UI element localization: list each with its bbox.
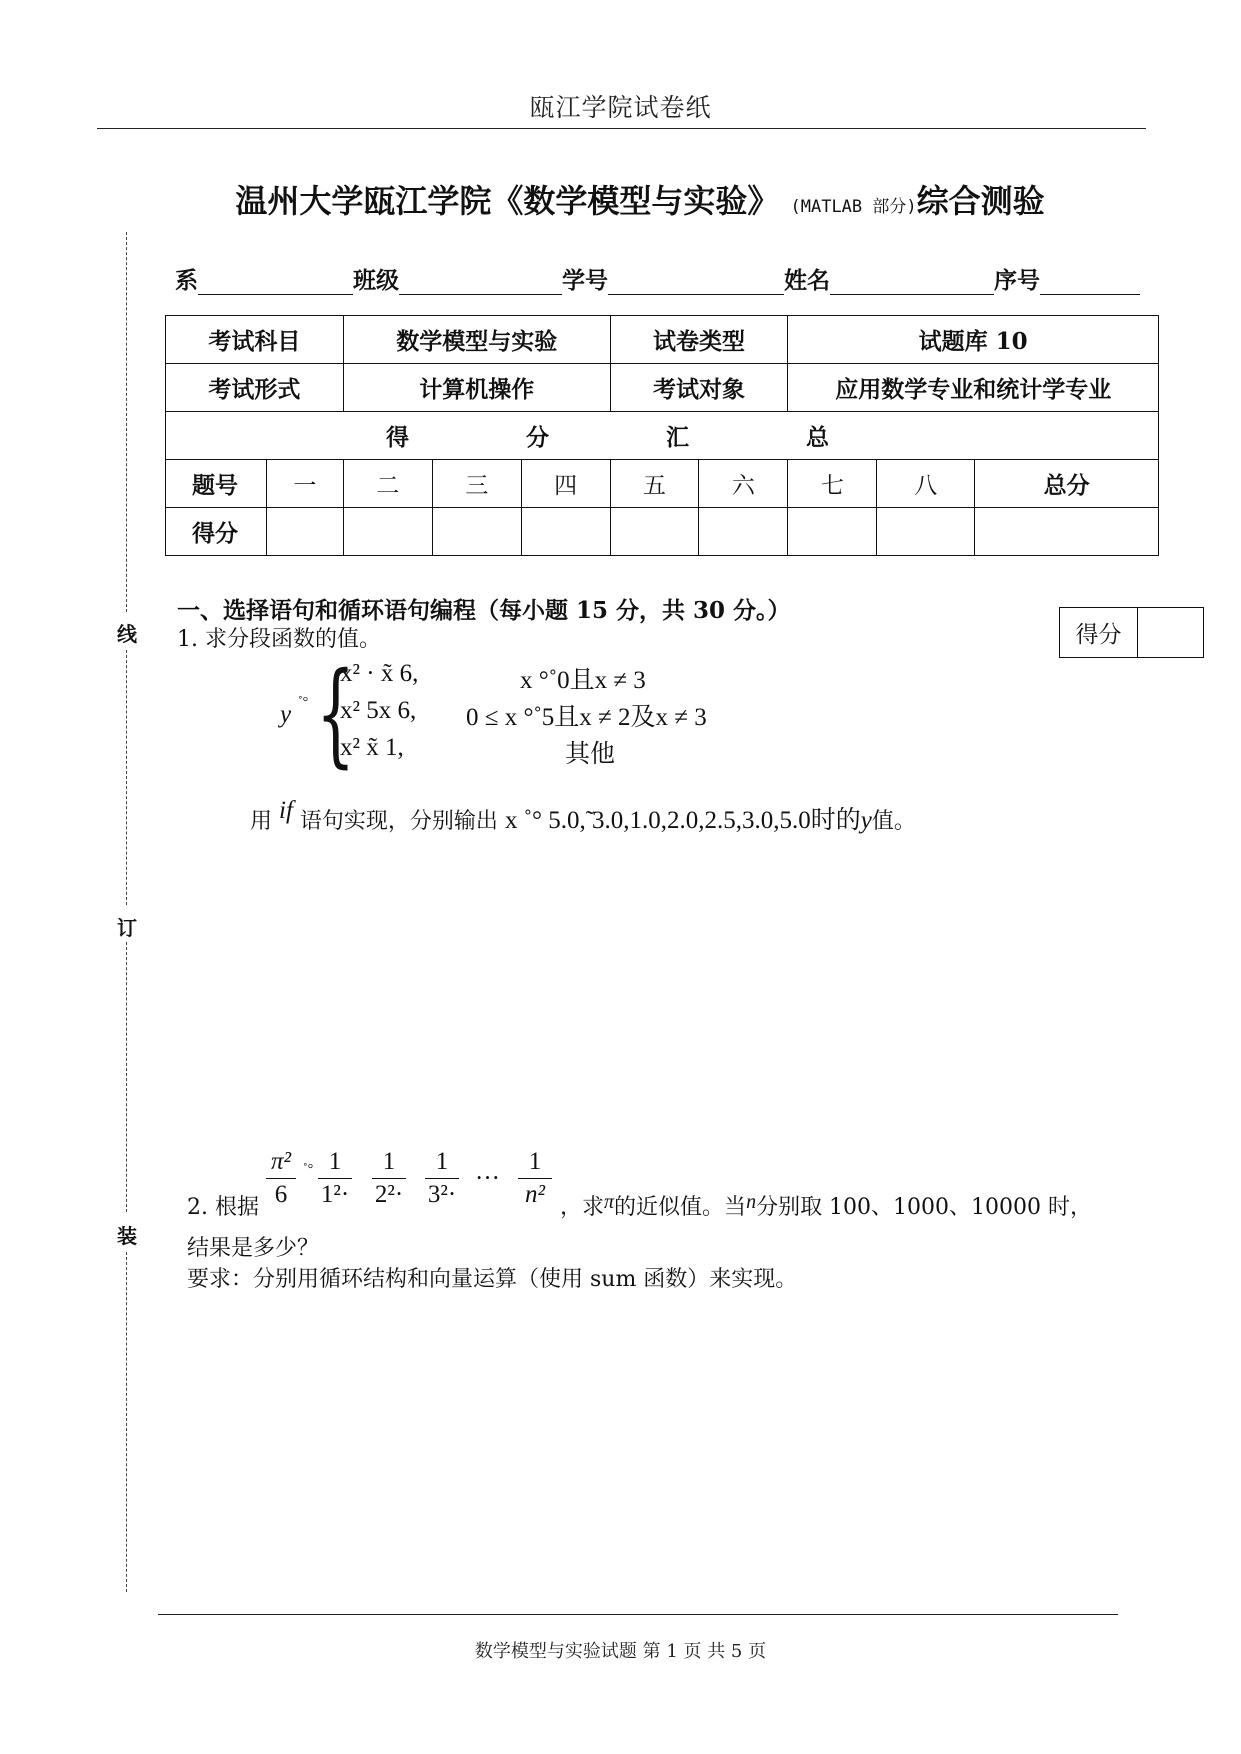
question-number: 四	[521, 460, 610, 508]
footer-rule	[158, 1614, 1118, 1615]
page-header: 瓯江学院试卷纸	[529, 93, 712, 122]
q2-lhs-num: π²	[270, 1148, 292, 1175]
q2-term-last	[518, 1148, 552, 1209]
q1-instr-pre: 用	[250, 809, 273, 834]
binding-dashed-line	[126, 1252, 127, 1592]
q2-n: n	[746, 1191, 757, 1213]
case-expr-1: x² · x̃ 6,	[340, 660, 419, 687]
question-row-label: 题号	[166, 460, 267, 508]
case-expr-3: x² x̃ 1,	[340, 734, 404, 761]
table-row	[166, 508, 1159, 556]
class-blank[interactable]	[399, 268, 562, 295]
question-number: 二	[343, 460, 432, 508]
class-label: 班级	[353, 267, 399, 294]
section-score-box	[1059, 607, 1204, 658]
binding-dashed-line	[126, 942, 127, 1212]
q2-term-den: 1²·	[320, 1181, 350, 1208]
q2-lhs-fraction	[266, 1148, 296, 1209]
student-info-line	[175, 262, 1140, 295]
binding-label-bind: 装	[117, 1224, 137, 1248]
score-cell[interactable]	[610, 508, 699, 556]
summary-char: 分	[526, 424, 549, 451]
question-number: 三	[432, 460, 521, 508]
q2-term-num: 1	[435, 1148, 449, 1175]
question-number: 一	[266, 460, 343, 508]
title-tail: 综合测验	[916, 182, 1045, 220]
dept-label: 系	[175, 267, 198, 294]
table-row	[166, 460, 1159, 508]
name-label: 姓名	[784, 267, 830, 294]
score-cell[interactable]	[343, 508, 432, 556]
header-rule	[97, 128, 1146, 129]
binding-dashed-line	[126, 232, 127, 612]
binding-label-line: 线	[117, 622, 137, 646]
q2-term-2	[372, 1148, 406, 1209]
table-row	[166, 316, 1159, 364]
q2-eq: ˚°	[303, 1162, 314, 1177]
paper-type-value: 试题库 10	[788, 316, 1159, 364]
form-label: 考试形式	[166, 364, 344, 412]
q1-instr-y: y	[860, 807, 872, 834]
q1-eq: ˚°	[298, 695, 309, 710]
case-cond-3: 其他	[565, 741, 616, 768]
question-number: 七	[788, 460, 877, 508]
title-sub: (MATLAB 部分)	[790, 197, 917, 217]
q2-post2: 的近似值。当	[614, 1195, 747, 1220]
piecewise-brace: {	[316, 649, 356, 779]
form-value: 计算机操作	[343, 364, 610, 412]
score-box-label: 得分	[1060, 608, 1138, 657]
q2-lhs-den: 6	[274, 1181, 288, 1208]
subject-label: 考试科目	[166, 316, 344, 364]
q2-line3: 要求：分别用循环结构和向量运算（使用 sum 函数）来实现。	[187, 1267, 798, 1292]
q2-text-line1	[560, 1190, 1092, 1221]
seq-label: 序号	[994, 267, 1040, 294]
section1-heading: 一、选择语句和循环语句编程（每小题 15 分，共 30 分。）	[177, 597, 791, 624]
q2-term-num: 1	[528, 1148, 542, 1175]
page-footer: 数学模型与实验试题 第 1 页 共 5 页	[474, 1641, 767, 1662]
summary-char: 总	[806, 424, 829, 451]
title-main: 温州大学瓯江学院《数学模型与实验》	[235, 182, 780, 220]
q2-term-den: 3²·	[427, 1181, 457, 1208]
case-expr-2: x² 5x 6,	[340, 697, 417, 724]
score-cell[interactable]	[788, 508, 877, 556]
subject-value: 数学模型与实验	[343, 316, 610, 364]
score-cell[interactable]	[266, 508, 343, 556]
table-row	[166, 412, 1159, 460]
score-cell[interactable]	[432, 508, 521, 556]
exam-title	[140, 176, 1140, 222]
summary-char: 汇	[666, 424, 689, 451]
q1-instruction	[250, 797, 916, 836]
question-number: 八	[877, 460, 975, 508]
q2-term-1	[318, 1148, 352, 1209]
question-number: 五	[610, 460, 699, 508]
q1-instr-mid: 语句实现，分别输出	[299, 809, 498, 834]
score-cell[interactable]	[877, 508, 975, 556]
name-blank[interactable]	[830, 268, 994, 295]
case-cond-2: 0 ≤ x °˚5且x ≠ 2及x ≠ 3	[466, 704, 707, 731]
q2-dots: ···	[475, 1165, 500, 1192]
seq-blank[interactable]	[1040, 268, 1140, 295]
target-label: 考试对象	[610, 364, 788, 412]
dept-blank[interactable]	[198, 268, 353, 295]
q2-post: ，求	[560, 1195, 605, 1220]
q1-instr-if: if	[279, 797, 293, 824]
q1-instr-end: 值。	[871, 809, 916, 834]
score-summary-title	[166, 412, 1159, 460]
binding-dashed-line	[126, 650, 127, 905]
student-id-blank[interactable]	[608, 268, 784, 295]
case-cond-1: x °˚0且x ≠ 3	[520, 667, 646, 694]
q2-term-den: n²	[525, 1181, 545, 1208]
q2-line2: 结果是多少？	[187, 1236, 320, 1261]
target-value: 应用数学专业和统计学专业	[788, 364, 1159, 412]
total-score-cell[interactable]	[975, 508, 1159, 556]
q1-y: y	[280, 701, 292, 728]
paper-type-label: 试卷类型	[610, 316, 788, 364]
table-row	[166, 364, 1159, 412]
q2-text-pre: 2. 根据	[187, 1195, 259, 1220]
student-id-label: 学号	[562, 267, 608, 294]
q1-instr-x: x ˚° 5.0,̃ 3.0,1.0,2.0,2.5,3.0,5.0时的	[504, 807, 861, 834]
total-label: 总分	[975, 460, 1159, 508]
q2-post3: 分别取 100、1000、10000 时，	[756, 1195, 1093, 1220]
q1-text: 1. 求分段函数的值。	[177, 627, 381, 652]
score-cell[interactable]	[521, 508, 610, 556]
q2-term-num: 1	[328, 1148, 342, 1175]
binding-label-staple: 订	[117, 916, 137, 940]
q2-term-den: 2²·	[374, 1181, 404, 1208]
exam-info-table	[165, 315, 1159, 556]
score-box-input[interactable]	[1138, 608, 1203, 657]
question-number: 六	[699, 460, 788, 508]
summary-char: 得	[386, 424, 409, 451]
q2-term-3	[425, 1148, 459, 1209]
score-cell[interactable]	[699, 508, 788, 556]
q2-pi: π	[604, 1191, 615, 1213]
q2-term-num: 1	[382, 1148, 396, 1175]
score-row-label: 得分	[166, 508, 267, 556]
